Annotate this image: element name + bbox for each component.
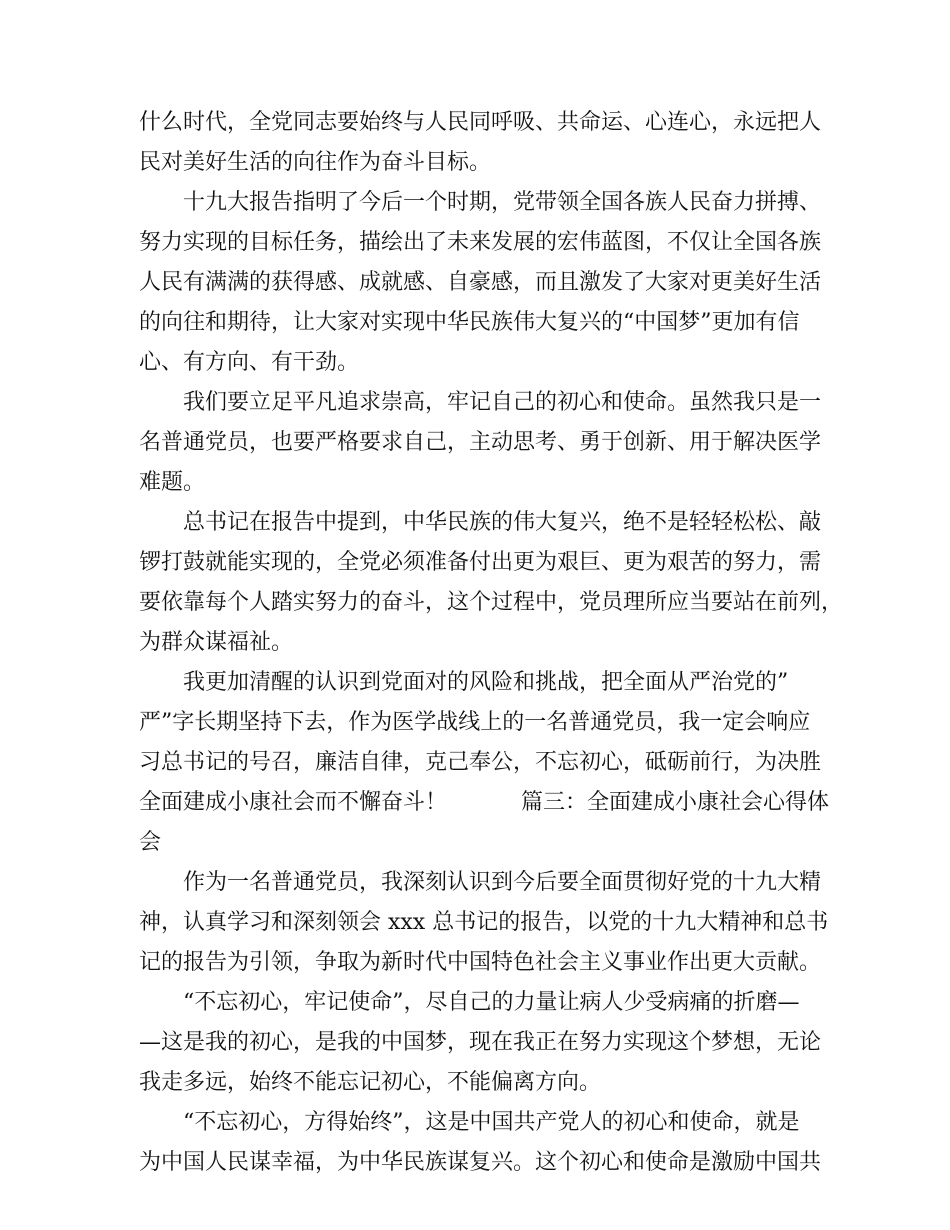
text-line: 神，认真学习和深刻领会 xxx 总书记的报告，以党的十九大精神和总书	[139, 910, 829, 935]
document-body	[139, 103, 844, 1183]
paragraph-first-line: 总书记在报告中提到，中华民族的伟大复兴，绝不是轻轻松松、敲	[183, 510, 822, 535]
text-line: 记的报告为引领，争取为新时代中国特色社会主义事业作出更大贡献。	[139, 950, 822, 975]
text-line: 要依靠每个人踏实努力的奋斗，这个过程中，党员理所应当要站在前列，	[139, 590, 844, 615]
text-line-with-heading: 全面建成小康社会而不懈奋斗！ 篇三：全面建成小康社会心得体	[139, 783, 829, 823]
paragraph-first-line: “不忘初心，方得始终”，这是中国共产党人的初心和使命，就是	[183, 1110, 800, 1135]
text-line: 习总书记的号召，廉洁自律，克己奉公，不忘初心，砥砺前行，为决胜	[139, 750, 822, 775]
text-line: 人民有满满的获得感、成就感、自豪感，而且激发了大家对更美好生活	[139, 270, 822, 295]
text-line: 严”字长期坚持下去，作为医学战线上的一名普通党员，我一定会响应	[139, 710, 811, 735]
paragraph-first-line: 作为一名普通党员，我深刻认识到今后要全面贯彻好党的十九大精	[183, 870, 822, 895]
text-line: 什么时代，全党同志要始终与人民同呼吸、共命运、心连心，永远把人	[139, 110, 822, 135]
section-heading-continuation: 会	[139, 830, 162, 855]
paragraph-first-line: 我们要立足平凡追求崇高，牢记自己的初心和使命。虽然我只是一	[183, 390, 822, 415]
paragraph-first-line: 我更加清醒的认识到党面对的风险和挑战，把全面从严治党的”	[183, 670, 789, 695]
paragraph-first-line: “不忘初心，牢记使命”，尽自己的力量让病人少受病痛的折磨—	[183, 990, 800, 1015]
text-line: 为中国人民谋幸福，为中华民族谋复兴。这个初心和使命是激励中国共	[139, 1150, 822, 1175]
text-line: 难题。	[139, 470, 206, 495]
text-line: 为群众谋福祉。	[139, 630, 294, 655]
paragraph-first-line: 十九大报告指明了今后一个时期，党带领全国各族人民奋力拼搏、	[183, 190, 822, 215]
section-heading: 篇三：全面建成小康社会心得体	[520, 790, 829, 815]
text-line: 锣打鼓就能实现的，全党必须准备付出更为艰巨、更为艰苦的努力，需	[139, 550, 822, 575]
text-line: —这是我的初心，是我的中国梦，现在我正在努力实现这个梦想，无论	[139, 1030, 822, 1055]
text-line: 心、有方向、有干劲。	[139, 350, 360, 375]
text-line: 努力实现的目标任务，描绘出了未来发展的宏伟蓝图，不仅让全国各族	[139, 230, 822, 255]
text-line: 名普通党员，也要严格要求自己，主动思考、勇于创新、用于解决医学	[139, 430, 822, 455]
text-line: 我走多远，始终不能忘记初心，不能偏离方向。	[139, 1070, 602, 1095]
text-line: 的向往和期待，让大家对实现中华民族伟大复兴的“中国梦”更加有信	[139, 310, 800, 335]
text-line: 民对美好生活的向往作为奋斗目标。	[139, 150, 492, 175]
